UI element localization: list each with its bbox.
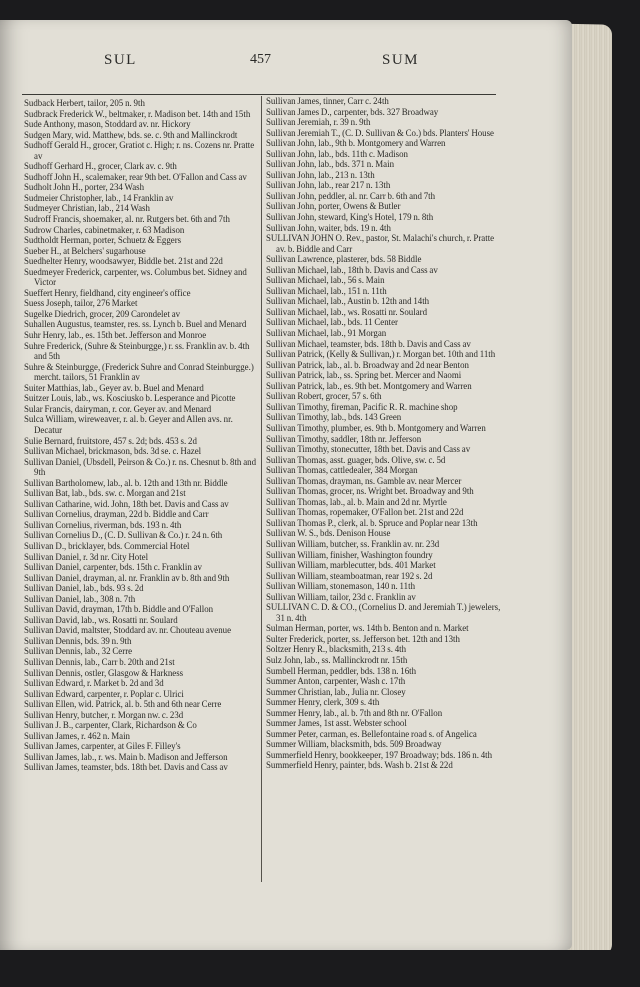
directory-entry: Sullivan Cornelius D., (C. D. Sullivan & Co.) r. 24 n. 6th [24, 530, 223, 541]
right-column [266, 96, 502, 771]
directory-entry: Sueffert Henry, fieldhand, city engineer's office [24, 287, 191, 298]
directory-entry: Sullivan John, steward, King's Hotel, 179 n. 8th [266, 212, 434, 223]
directory-entry: Sullivan Ellen, wid. Patrick, al. b. 5th and 6th near Cerre [24, 699, 222, 710]
directory-entry: Sullivan Patrick, lab., al. b. Broadway and 2d near Benton [266, 359, 469, 370]
directory-entry: Sudholt John H., porter, 234 Wash [24, 182, 145, 193]
directory-entry: Sullivan Cornelius, riverman, bds. 193 n. 4th [24, 519, 182, 530]
directory-entry: Sudback Herbert, tailor, 205 n. 9th [24, 98, 145, 108]
directory-entry: Sullivan William, steamboatman, rear 192 s. 2d [266, 570, 433, 581]
directory-entry: Sullivan David, drayman, 17th b. Biddle and O'Fallon [24, 604, 214, 615]
directory-entry: Sudrow Charles, cabinetmaker, r. 63 Madison [24, 224, 185, 235]
directory-entry: Sullivan Daniel, drayman, al. nr. Franklin av b. 8th and 9th [24, 572, 230, 583]
directory-entry: Sullivan John, lab., bds. 11th c. Madison [266, 148, 408, 159]
directory-entry: Sullivan Jeremiah T., (C. D. Sullivan & Co.) bds. Planters' House [266, 127, 495, 138]
directory-entry: Sudbrack Frederick W., beltmaker, r. Madison bet. 14th and 15th [24, 108, 251, 119]
column-divider [261, 96, 262, 882]
directory-entry: Suiter Matthias, lab., Geyer av. b. Buel and Menard [24, 382, 204, 393]
directory-entry: Sullivan Cornelius, drayman, 22d b. Biddle and Carr [24, 509, 209, 520]
left-column [24, 98, 260, 773]
directory-entry: Sullivan W. S., bds. Denison House [266, 528, 391, 539]
directory-entry: Sullivan John, peddler, al. nr. Carr b. 6th and 7th [266, 190, 436, 201]
directory-entry: Sullivan Michael, lab., ws. Rosatti nr. Soulard [266, 306, 428, 317]
directory-entry: Sullivan Thomas, asst. guager, bds. Olive, sw. c. 5d [266, 454, 446, 465]
directory-entry: Sullivan William, marblecutter, bds. 401 Market [266, 560, 436, 571]
directory-entry: Sullivan James, r. 462 n. Main [24, 730, 130, 741]
directory-entry: Summer Anton, carpenter, Wash c. 17th [266, 676, 406, 687]
directory-entry: Sullivan William, tailor, 23d c. Franklin av [266, 591, 416, 602]
page-header [20, 52, 510, 78]
header-right-guide: SUM [382, 52, 420, 68]
directory-entry: Sumbell Herman, peddler, bds. 138 n. 16th [266, 665, 417, 676]
directory-entry: Sullivan Thomas, drayman, ns. Gamble av. near Mercer [266, 475, 462, 486]
directory-entry: Sullivan James, tinner, Carr c. 24th [266, 96, 389, 106]
page-number: 457 [250, 52, 271, 67]
directory-entry: Suhre Frederick, (Suhre & Steinburgge,) r. ss. Franklin av. b. 4th and 5th [24, 340, 250, 362]
directory-entry: Sudtholdt Herman, porter, Schuetz & Eggers [24, 235, 182, 246]
directory-entry: Sugelke Diedrich, grocer, 209 Carondelet av [24, 308, 181, 319]
directory-entry: Sulie Bernard, fruitstore, 457 s. 2d; bds. 453 s. 2d [24, 435, 197, 446]
directory-entry: Suedmeyer Frederick, carpenter, ws. Columbus bet. Sidney and Victor [24, 266, 247, 288]
directory-entry: Sullivan William, finisher, Washington foundry [266, 549, 433, 560]
directory-entry: Sullivan Michael, teamster, bds. 18th b. Davis and Cass av [266, 338, 471, 349]
directory-entry: Sullivan John, lab., 213 n. 13th [266, 169, 375, 180]
directory-entry: Sullivan Timothy, saddler, 18th nr. Jefferson [266, 433, 422, 444]
directory-entry: Suess Joseph, tailor, 276 Market [24, 298, 138, 309]
directory-entry: Summerfield Henry, painter, bds. Wash b. 21st & 22d [266, 760, 453, 771]
directory-entry: Sullivan Daniel, lab., 308 n. 7th [24, 593, 136, 604]
directory-entry: Sullivan James, carpenter, at Giles F. Filley's [24, 741, 181, 752]
directory-entry: Sullivan John, lab., rear 217 n. 13th [266, 180, 391, 191]
directory-entry: Sullivan Timothy, fireman, Pacific R. R. machine shop [266, 401, 458, 412]
directory-entry: Sullivan Daniel, carpenter, bds. 15th c. Franklin av [24, 562, 202, 573]
directory-entry: Sullivan Thomas, grocer, ns. Wright bet. Broadway and 9th [266, 486, 474, 497]
directory-entry: Sulca William, wireweaver, r. al. b. Geyer and Allen avs. nr. Decatur [24, 414, 233, 435]
directory-entry: Suhre & Steinburgge, (Frederick Suhre and Conrad Steinburgge.) mercht. tailors, 51 Franklin av [24, 361, 254, 383]
background-bottom [0, 950, 640, 987]
directory-entry: Sudroff Francis, shoemaker, al. nr. Rutgers bet. 6th and 7th [24, 214, 230, 225]
directory-entry: Sular Francis, dairyman, r. cor. Geyer av. and Menard [24, 403, 212, 414]
directory-entry: Sullivan David, maltster, Stoddard av. nr. Chouteau avenue [24, 625, 232, 636]
directory-entry: Sullivan Thomas, ropemaker, O'Fallon bet. 21st and 22d [266, 507, 464, 518]
directory-entry: Sullivan Michael, lab., Austin b. 12th and 14th [266, 296, 430, 307]
directory-entry: Sullivan James, teamster, bds. 18th bet. Davis and Cass av [24, 762, 228, 773]
directory-entry: Sullivan John, porter, Owens & Butler [266, 201, 401, 212]
directory-entry: Sullivan Michael, lab., 56 s. Main [266, 275, 385, 286]
directory-entry: Summer Henry, clerk, 309 s. 4th [266, 697, 380, 708]
directory-entry: Sulz John, lab., ss. Mallinckrodt nr. 15th [266, 654, 408, 665]
directory-entry: Sullivan J. B., carpenter, Clark, Richardson & Co [24, 720, 197, 731]
directory-entry: Sueber H., at Belchers' sugarhouse [24, 245, 146, 256]
directory-entry: SULLIVAN C. D. & CO., (Cornelius D. and Jeremiah T.) jewelers, 31 n. 4th [266, 602, 501, 623]
directory-entry: Sullivan Michael, lab., bds. 11 Center [266, 317, 399, 328]
directory-entry: Sullivan Patrick, lab., ss. Spring bet. Mercer and Naomi [266, 370, 462, 381]
directory-entry: Sulter Frederick, porter, ss. Jefferson bet. 12th and 13th [266, 633, 460, 644]
directory-entry: Sullivan Lawrence, plasterer, bds. 58 Biddle [266, 254, 422, 265]
directory-entry: Sullivan Dennis, lab., 32 Cerre [24, 646, 133, 657]
directory-entry: Suhr Henry, lab., es. 15th bet. Jefferson and Monroe [24, 330, 207, 341]
directory-entry: Summer Christian, lab., Julia nr. Closey [266, 686, 406, 697]
directory-entry: Sullivan Michael, brickmason, bds. 3d se. c. Hazel [24, 446, 202, 457]
directory-entry: Sullivan Catharine, wid. John, 18th bet. Davis and Cass av [24, 498, 229, 509]
directory-entry: SULLIVAN JOHN O. Rev., pastor, St. Malachi's church, r. Pratte av. b. Biddle and Carr [266, 233, 495, 254]
directory-entry: Sullivan D., bricklayer, bds. Commercial Hotel [24, 540, 190, 551]
directory-entry: Sullivan Timothy, plumber, es. 9th b. Montgomery and Warren [266, 422, 486, 433]
directory-entry: Summer Henry, lab., al. b. 7th and 8th nr. O'Fallon [266, 707, 443, 718]
directory-entry: Sullivan James, lab., r. ws. Main b. Madison and Jefferson [24, 751, 228, 762]
directory-entry: Summerfield Henry, bookkeeper, 197 Broadway; bds. 186 n. 4th [266, 749, 493, 760]
directory-entry: Sullivan Edward, r. Market b. 2d and 3d [24, 678, 164, 689]
directory-entry: Sullivan Patrick, (Kelly & Sullivan,) r. Morgan bet. 10th and 11th [266, 349, 496, 360]
directory-entry: Sullivan Henry, butcher, r. Morgan nw. c. 23d [24, 709, 184, 720]
directory-entry: Sullivan Thomas, lab., al. b. Main and 2d nr. Myrtle [266, 496, 447, 507]
directory-entry: Soltzer Henry R., blacksmith, 213 s. 4th [266, 644, 407, 655]
directory-entry: Sullivan Timothy, stonecutter, 18th bet. Davis and Cass av [266, 444, 471, 455]
directory-entry: Sullivan William, stonemason, 140 n. 11th [266, 581, 416, 592]
directory-entry: Sullivan Edward, carpenter, r. Poplar c. Ulrici [24, 688, 184, 699]
directory-entry: Sullivan Michael, lab., 151 n. 11th [266, 285, 387, 296]
directory-entry: Sudgen Mary, wid. Matthew, bds. se. c. 9th and Mallinckrodt [24, 129, 238, 140]
directory-entry: Sudhoff Gerald H., grocer, Gratiot c. High; r. ns. Cozens nr. Pratte av [24, 140, 255, 161]
directory-entry: Sullivan Daniel, (Ubsdell, Peirson & Co.) r. ns. Chesnut b. 8th and 9th [24, 456, 257, 478]
directory-entry: Sullivan John, waiter, bds. 19 n. 4th [266, 222, 391, 233]
directory-entry: Sullivan Bartholomew, lab., al. b. 12th and 13th nr. Biddle [24, 477, 228, 488]
directory-entry: Sude Anthony, mason, Stoddard av. nr. Hickory [24, 119, 191, 130]
directory-entry: Sullivan Michael, lab., 18th b. Davis and Cass av [266, 264, 438, 275]
directory-entry: Sullivan Dennis, ostler, Glasgow & Harkness [24, 667, 184, 678]
directory-entry: Sullivan Robert, grocer, 57 s. 6th [266, 391, 382, 402]
directory-entry: Sullivan William, butcher, ss. Franklin av. nr. 23d [266, 538, 440, 549]
directory-entry: Sullivan Jeremiah, r. 39 n. 9th [266, 117, 371, 128]
directory-entry: Summer James, 1st asst. Webster school [266, 718, 407, 729]
header-rule [22, 94, 496, 95]
directory-entry: Sullivan Daniel, r. 3d nr. City Hotel [24, 551, 149, 562]
directory-entry: Summer William, blacksmith, bds. 509 Broadway [266, 739, 442, 750]
directory-entry: Sullivan Thomas, cattledealer, 384 Morgan [266, 465, 418, 476]
directory-entry: Sullivan Patrick, lab., es. 9th bet. Montgomery and Warren [266, 380, 472, 391]
directory-entry: Suhallen Augustus, teamster, res. ss. Lynch b. Buel and Menard [24, 319, 247, 330]
directory-entry: Sullivan John, lab., 9th b. Montgomery and Warren [266, 138, 446, 149]
directory-entry: Sullivan James D., carpenter, bds. 327 Broadway [266, 106, 439, 117]
directory-entry: Sullivan Michael, lab., 91 Morgan [266, 328, 387, 339]
directory-entry: Sullivan David, lab., ws. Rosatti nr. Soulard [24, 614, 178, 625]
directory-entry: Sullivan Timothy, lab., bds. 143 Green [266, 412, 402, 423]
directory-entry: Sullivan Dennis, lab., Carr b. 20th and 21st [24, 656, 175, 667]
directory-entry: Suedhelter Henry, woodsawyer, Biddle bet. 21st and 22d [24, 256, 223, 267]
directory-entry: Sullivan Thomas P., clerk, al. b. Spruce and Poplar near 13th [266, 517, 478, 528]
directory-entry: Sullivan Daniel, lab., bds. 93 s. 2d [24, 583, 144, 594]
directory-entry: Sullivan Bat, lab., bds. sw. c. Morgan and 21st [24, 488, 186, 499]
directory-entry: Sudmeier Christopher, lab., 14 Franklin av [24, 192, 174, 203]
directory-entry: Sullivan Dennis, bds. 39 n. 9th [24, 635, 132, 646]
directory-entry: Sudhoff Gerhard H., grocer, Clark av. c. 9th [24, 161, 177, 172]
directory-entry: Suitzer Louis, lab., ws. Kosciusko b. Lesperance and Picotte [24, 393, 236, 404]
header-left-guide: SUL [104, 52, 137, 68]
directory-entry: Sudhoff John H., scalemaker, rear 9th bet. O'Fallon and Cass av [24, 171, 247, 182]
directory-entry: Sulman Herman, porter, ws. 14th b. Benton and n. Market [266, 623, 469, 634]
directory-entry: Sudmeyer Christian, lab., 214 Wash [24, 203, 150, 214]
directory-entry: Sullivan John, lab., bds. 371 n. Main [266, 159, 395, 170]
directory-entry: Summer Peter, carman, es. Bellefontaine road s. of Angelica [266, 728, 477, 739]
